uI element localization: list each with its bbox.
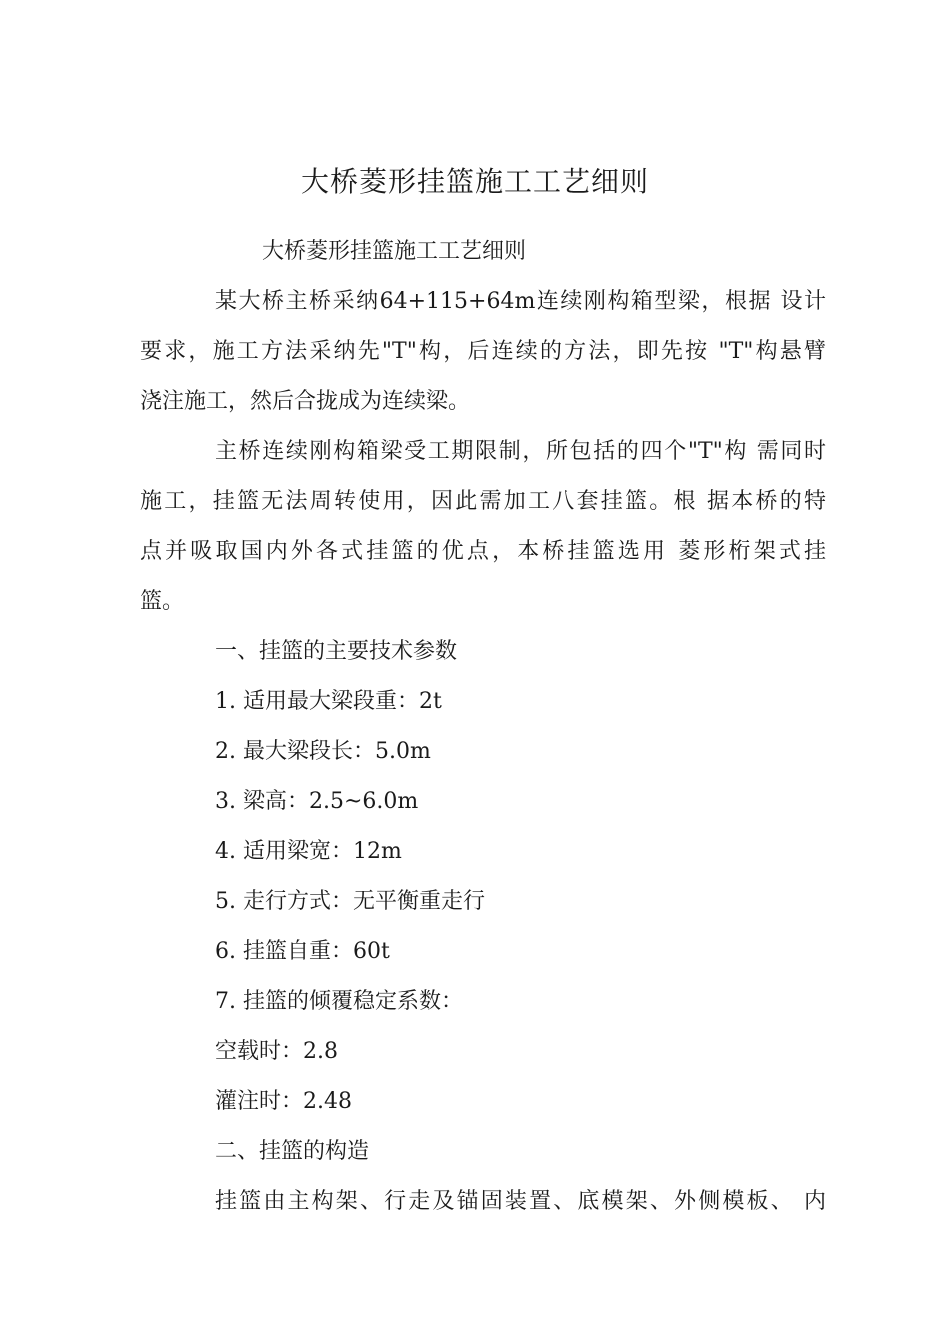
paragraph-line: 施工，挂篮无法周转使用，因此需加工八套挂篮。根 据本桥的特 [140, 489, 826, 514]
parameter-item: 4. 适用梁宽：12m [215, 839, 402, 864]
stability-pouring: 灌注时：2.48 [215, 1089, 352, 1114]
parameter-item: 1. 适用最大梁段重：2t [215, 689, 442, 714]
parameter-item: 6. 挂篮自重：60t [215, 939, 390, 964]
stability-empty: 空载时：2.8 [215, 1039, 338, 1064]
parameter-item: 5. 走行方式：无平衡重走行 [215, 889, 485, 914]
paragraph-line: 篮。 [140, 589, 185, 614]
parameter-item: 2. 最大梁段长：5.0m [215, 739, 431, 764]
document-title: 大桥菱形挂篮施工工艺细则 [300, 165, 649, 198]
parameter-item: 3. 梁高：2.5~6.0m [215, 789, 419, 814]
paragraph-line: 要求，施工方法采纳先"T"构，后连续的方法，即先按 "T"构悬臂 [140, 339, 826, 364]
paragraph-line: 挂篮由主构架、行走及锚固装置、底模架、外侧模板、 内 [215, 1189, 826, 1214]
document-subtitle: 大桥菱形挂篮施工工艺细则 [262, 239, 527, 264]
paragraph-line: 浇注施工，然后合拢成为连续梁。 [140, 389, 471, 414]
section-heading: 二、挂篮的构造 [215, 1139, 370, 1164]
section-heading: 一、挂篮的主要技术参数 [215, 639, 458, 664]
paragraph-line: 主桥连续刚构箱梁受工期限制，所包括的四个"T"构 需同时 [215, 439, 826, 464]
paragraph-line: 某大桥主桥采纳64+115+64m连续刚构箱型梁，根据 设计 [215, 289, 826, 314]
parameter-item: 7. 挂篮的倾覆稳定系数： [215, 989, 463, 1014]
paragraph-line: 点并吸取国内外各式挂篮的优点，本桥挂篮选用 菱形桁架式挂 [140, 539, 826, 564]
